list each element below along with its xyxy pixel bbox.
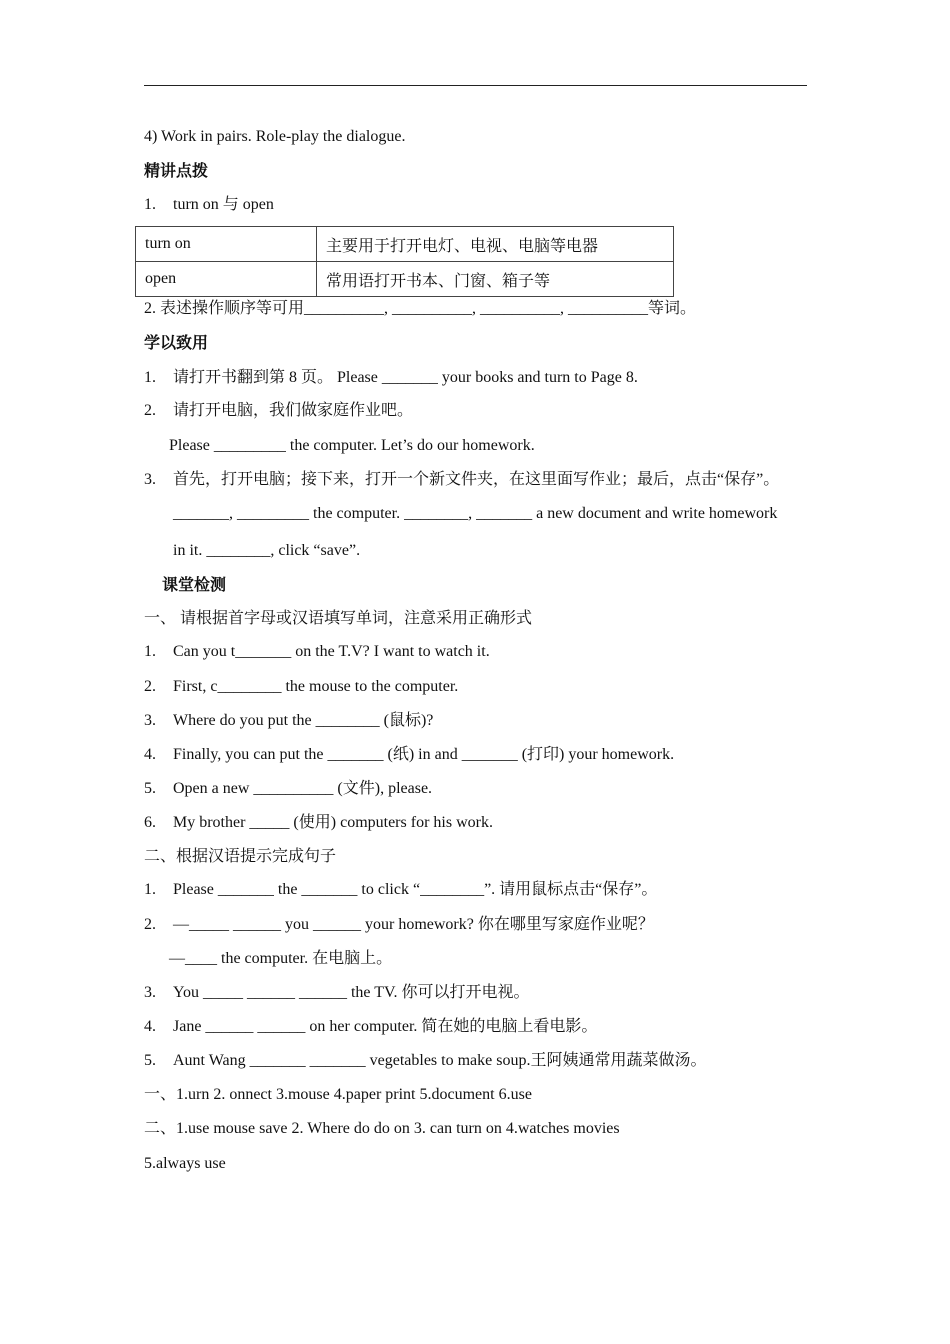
exercise-item: [144, 711, 433, 731]
exercise-item: [144, 880, 657, 900]
exercise-text: My brother _____ (使用) computers for his work.: [173, 814, 493, 831]
exercise-item: [144, 983, 529, 1003]
answer-key-line: 二、1.use mouse save 2. Where do do on 3. can turn on 4.watches movies: [144, 1120, 620, 1137]
point-1-text: turn on 与 open: [173, 196, 274, 213]
table-cell-word: open: [136, 262, 317, 297]
exercise-text: You _____ ______ ______ the TV. 你可以打开电视。: [173, 984, 530, 1001]
answer-key-line: 5.always use: [144, 1155, 226, 1172]
apply-item: [144, 470, 779, 490]
answer-key-line: 一、1.urn 2. onnect 3.mouse 4.paper print 5.document 6.use: [144, 1086, 532, 1103]
exercise-item: [169, 949, 392, 969]
header-rule: [144, 85, 807, 86]
exercise-text: Can you t_______ on the T.V? I want to watch it.: [173, 643, 490, 660]
apply-item: [173, 541, 360, 561]
table-cell-word: turn on: [136, 227, 317, 262]
apply-item-text: Please _________ the computer. Let’s do our homework.: [169, 437, 535, 454]
exercise-item: [144, 915, 654, 935]
table-row: [136, 262, 674, 297]
exercise-text: —_____ ______ you ______ your homework? 你在哪里写家庭作业呢？: [173, 916, 654, 933]
table-cell-desc: 主要用于打开电灯、电视、电脑等电器: [317, 227, 674, 262]
exercise-text: Aunt Wang _______ _______ vegetables to make soup.王阿姨通常用蔬菜做汤。: [173, 1052, 707, 1069]
apply-item-text: in it. ________, click “save”.: [173, 542, 361, 559]
apply-item-text: 请打开书翻到第 8 页。 Please _______ your books and turn to Page 8.: [173, 369, 638, 386]
exercise-number: 4.: [144, 1018, 156, 1035]
exercise-number: 4.: [144, 746, 156, 763]
exercise-number: 1.: [144, 643, 156, 660]
exercise-number: 2.: [144, 916, 156, 933]
exercise-number: 6.: [144, 814, 156, 831]
apply-item-text: 首先，打开电脑；接下来，打开一个新文件夹，在这里面写作业；最后，点击“保存”。: [173, 471, 780, 488]
exercise-number: 5.: [144, 1052, 156, 1069]
section-title-jingjiang: 精讲点拨: [144, 163, 209, 180]
exercise-number: 3.: [144, 712, 156, 729]
apply-item: [173, 504, 777, 524]
point-1: [144, 195, 274, 215]
exercise-text: Finally, you can put the _______ (纸) in and _______ (打印) your homework.: [173, 746, 675, 763]
part-2-title: 二、根据汉语提示完成句子: [144, 848, 337, 865]
exercise-text: Open a new __________ (文件), please.: [173, 780, 433, 797]
part-1-title: 一、 请根据首字母或汉语填写单词，注意采用正确形式: [144, 610, 533, 627]
turn-on-open-table: [135, 226, 674, 297]
apply-item-number: 1.: [144, 369, 156, 386]
exercise-item: [144, 1051, 706, 1071]
apply-item: [144, 368, 638, 388]
apply-item-text: 请打开电脑，我们做家庭作业吧。: [173, 402, 414, 419]
section-title-ketang: 课堂检测: [162, 577, 227, 594]
exercise-text: Where do you put the ________ (鼠标)?: [173, 712, 434, 729]
section-title-xueyi: 学以致用: [144, 335, 209, 352]
pair-work-instruction: 4) Work in pairs. Role-play the dialogue.: [144, 128, 406, 145]
exercise-text: —____ the computer. 在电脑上。: [169, 950, 393, 967]
apply-item: [144, 401, 413, 421]
exercise-item: [144, 779, 432, 799]
apply-item-number: 3.: [144, 471, 156, 488]
exercise-text: Jane ______ ______ on her computer. 简在她的电脑上看电影。: [173, 1018, 598, 1035]
exercise-text: Please _______ the _______ to click “________”. 请用鼠标点击“保存”。: [173, 881, 658, 898]
exercise-item: [144, 745, 674, 765]
apply-item: [169, 436, 535, 456]
point-2: 2. 表述操作顺序等可用__________, __________, __________, __________等词。: [144, 300, 697, 317]
exercise-number: 3.: [144, 984, 156, 1001]
exercise-text: First, c________ the mouse to the computer.: [173, 678, 459, 695]
point-1-number: 1.: [144, 196, 156, 213]
exercise-item: [144, 642, 490, 662]
exercise-number: 2.: [144, 678, 156, 695]
exercise-item: [144, 813, 493, 833]
exercise-number: 1.: [144, 881, 156, 898]
table-cell-desc: 常用语打开书本、门窗、箱子等: [317, 262, 674, 297]
table-row: [136, 227, 674, 262]
exercise-item: [144, 677, 458, 697]
exercise-number: 5.: [144, 780, 156, 797]
apply-item-number: 2.: [144, 402, 156, 419]
exercise-item: [144, 1017, 597, 1037]
apply-item-text: _______, _________ the computer. ________, _______ a new document and write homework: [173, 505, 778, 522]
